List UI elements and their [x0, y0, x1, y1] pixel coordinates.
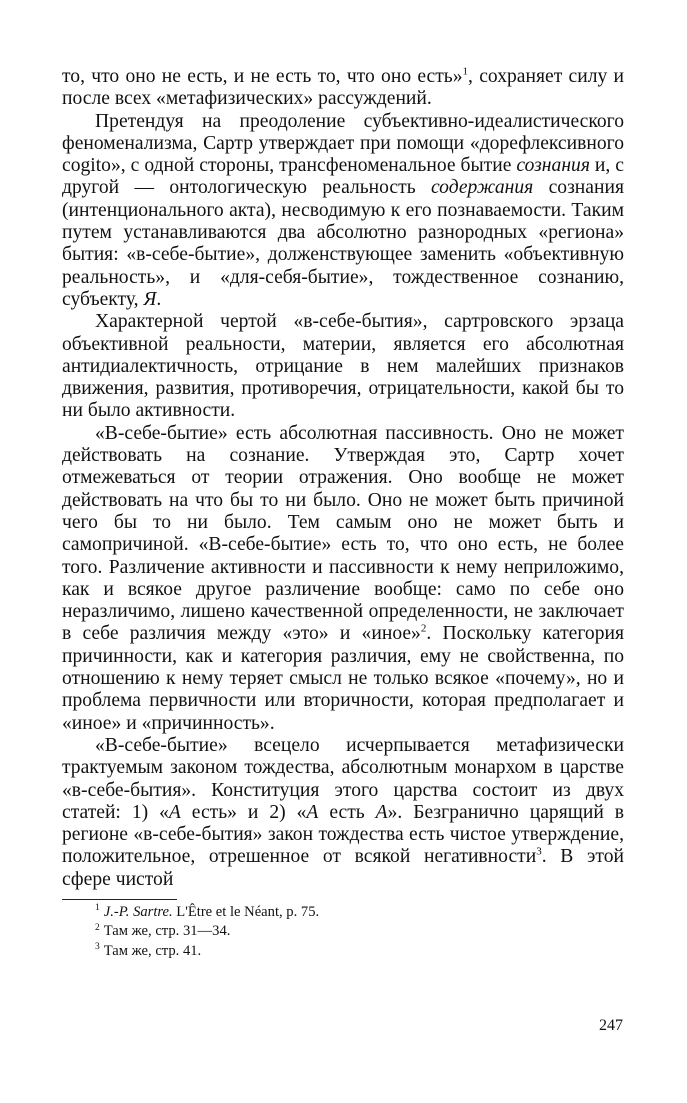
paragraph-2	[62, 111, 624, 312]
paragraph-text: . Поскольку категория причинности, как и категория различия, ему не свойственна, по отношению к нему теряет смысл не только всякое «почему», но и проблема первичности или вторичности, которая предполагает и «иное» и «причинность».	[62, 623, 624, 734]
footnote-number: 2	[95, 922, 100, 933]
emphasis-text: сознания	[516, 155, 590, 177]
footnote-text: Там же, стр. 31—34.	[103, 923, 231, 940]
footnote-ref-1[interactable]: 1	[462, 65, 469, 78]
paragraph-4	[62, 423, 624, 735]
emphasis-text: А	[375, 801, 388, 823]
footnote-ref-2[interactable]: 2	[420, 622, 427, 635]
footnote-ref-3[interactable]: 3	[536, 845, 542, 858]
footnote-number: 1	[95, 903, 100, 914]
footnote-text: L'Être et le Néant, p. 75.	[172, 903, 320, 920]
footnote-divider	[62, 899, 177, 900]
paragraph-text: есть» и 2) «	[180, 801, 307, 823]
paragraph-text: есть	[318, 801, 376, 823]
emphasis-text: А	[306, 801, 319, 823]
footnote-number: 3	[95, 942, 100, 953]
page-number: 247	[599, 1017, 623, 1034]
paragraph-text: сознания (интенционального акта), несводимую к его познаваемости. Таким путем устанавливаются два абсолютно разнородных «региона» бытия: «в-себе-бытие», долженствующее заменить «объективную реальность», и «для-себя-бытие», тождественное сознанию, субъекту,	[62, 177, 624, 310]
page-content	[62, 66, 624, 961]
paragraph-3: Характерной чертой «в-себе-бытия», сартровского эрзаца объективной реальности, материи, является его абсолютная антидиалектичность, отрицание в нем малейших признаков движения, развития, противоречия, отрицательности, какой бы то ни было активности.	[62, 311, 624, 422]
footnote-text: Там же, стр. 41.	[103, 942, 202, 959]
paragraph-text: , сохраняет силу и после всех «метафизических» рассуждений.	[62, 66, 625, 110]
footnote-1	[95, 903, 624, 923]
footnote-2	[95, 922, 624, 942]
emphasis-text: А	[168, 801, 181, 823]
paragraph-text: ». Безгранично царящий в регионе «в-себе-бытия» закон тождества есть чистое утверждение, положительное, отрешенное от всякой негативности	[62, 801, 624, 868]
paragraph-text: Претендуя на преодоление субъективно-идеалистического феноменализма, Сартр утверждает при помощи «дорефлексивного cogito», с одной стороны, трансфеноменальное бытие	[62, 110, 624, 177]
footnote-author: J.-P. Sartre.	[103, 903, 173, 920]
emphasis-text: содержания	[430, 177, 534, 199]
emphasis-text: Я	[143, 288, 157, 310]
paragraph-text: то, что оно не есть, и не есть то, что оно есть»	[62, 66, 463, 87]
footnote-3	[95, 942, 624, 962]
paragraph-1	[62, 66, 624, 111]
paragraph-text: «В-себе-бытие» всецело исчерпывается метафизически трактуемым законом тождества, абсолютным монархом в царстве «в-себе-бытия». Конституция этого царства состоит из двух статей: 1) «	[62, 734, 624, 823]
paragraph-text: «В-себе-бытие» есть абсолютная пассивность. Оно не может действовать на сознание. Утверждая это, Сартр хочет отмежеваться от теории отражения. Оно вообще не может действовать на что бы то ни было. Оно не может быть причиной чего бы то ни было. Тем самым оно не может быть и самопричиной. «В-себе-бытие» есть то, что оно есть, не более того. Различение активности и пассивности к нему неприложимо, как и всякое другое различение вообще: само по себе оно неразличимо, лишено качественной определенности, не заключает в себе различия между «это» и «иное»	[62, 422, 624, 645]
paragraph-5	[62, 735, 624, 891]
paragraph-text: . В этой сфере чистой	[62, 846, 625, 890]
paragraph-text: .	[156, 288, 162, 310]
footnotes	[62, 903, 624, 962]
paragraph-text: и, с другой — онтологическую реальность	[62, 155, 624, 199]
